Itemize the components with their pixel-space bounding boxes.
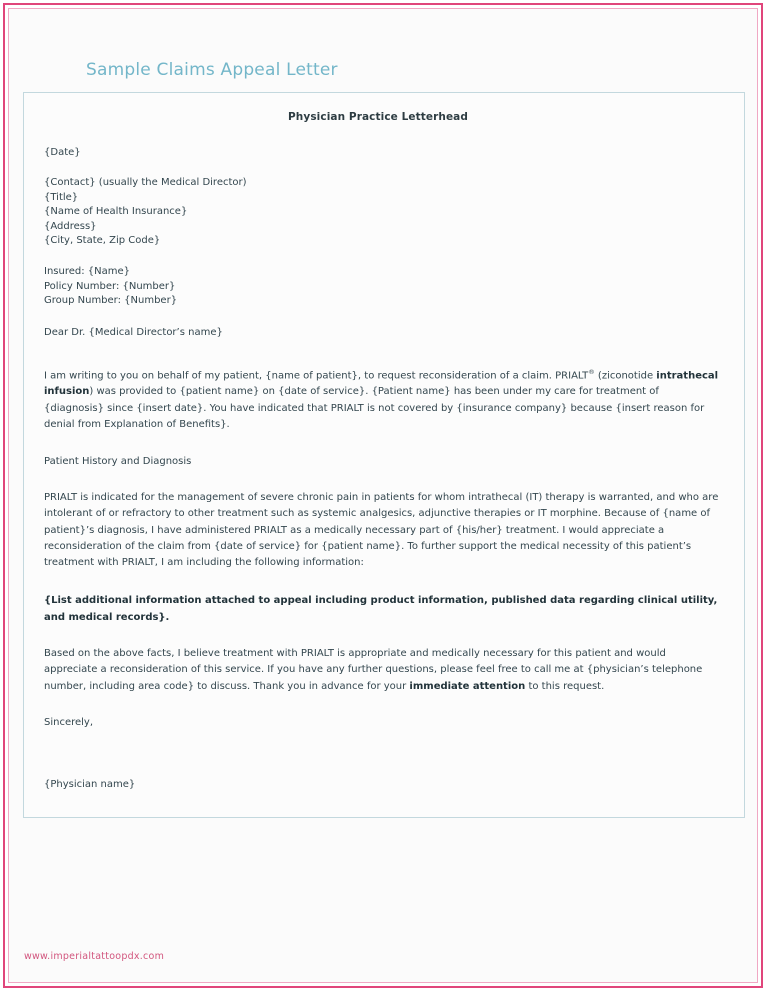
registered-mark: ® <box>588 367 595 376</box>
paragraph-4-bold-term: immediate attention <box>409 680 526 692</box>
policy-number: Policy Number: {Number} <box>44 280 176 292</box>
recipient-city-state-zip: {City, State, Zip Code} <box>44 235 161 247</box>
group-number: Group Number: {Number} <box>44 295 178 307</box>
page-title: Sample Claims Appeal Letter <box>86 60 338 80</box>
body-paragraph-4 <box>44 646 722 695</box>
signature-name: {Physician name} <box>44 778 136 790</box>
closing-salutation: Sincerely, <box>44 716 94 728</box>
paragraph-1-part-3: ) was provided to {patient name} on {date of service}. {Patient name} has been under my care for treatment of {diagnosis} since {insert date}. You have indicated that PRIALT is not covered by {insurance company} because {insert reason for denial from Explanation of Benefits}. <box>44 386 705 431</box>
paragraph-4-part-1: Based on the above facts, I believe treatment with PRIALT is appropriate and medically necessary for this patient and would appreciate a reconsideration of this service. If you have any further questions, please feel free to call me at {physician’s telephone number, including area code} to discuss. Thank you in advance for your <box>44 647 703 692</box>
body-paragraph-3-attachments: {List additional information attached to appeal including product information, published data regarding clinical utility, and medical records}. <box>44 594 718 623</box>
insured-name: Insured: {Name} <box>44 265 131 277</box>
paragraph-1-part-1: I am writing to you on behalf of my patient, {name of patient}, to request reconsideration of a claim. PRIALT <box>44 370 589 382</box>
letter-document <box>23 92 745 818</box>
section-heading-patient-history: Patient History and Diagnosis <box>44 455 192 467</box>
paragraph-4-part-2: to this request. <box>525 680 605 692</box>
date-line: {Date} <box>44 147 81 158</box>
recipient-contact: {Contact} (usually the Medical Director) <box>44 177 247 188</box>
body-paragraph-2: PRIALT is indicated for the management of severe chronic pain in patients for whom intrathecal (IT) therapy is warranted, and who are intolerant of or refractory to other treatment such as systemic analgesics, adjunctive therapies or IT morphine. Because of {name of patient}’s diagnosis, I have administered PRIALT as a medically necessary part of {his/her} treatment. I would appreciate a reconsideration of the claim from {date of service} for {patient name}. To further support the medical necessity of this patient’s treatment with PRIALT, I am including the following information: <box>44 491 719 569</box>
paragraph-1-bold-term: intrathecal infusion <box>44 370 719 398</box>
salutation: Dear Dr. {Medical Director’s name} <box>44 326 223 338</box>
recipient-insurance-name: {Name of Health Insurance} <box>44 206 188 218</box>
footer-watermark-url: www.imperialtattoopdx.com <box>24 951 165 962</box>
recipient-title: {Title} <box>44 191 79 203</box>
body-paragraph-1 <box>44 364 722 434</box>
recipient-address: {Address} <box>44 220 97 232</box>
paragraph-1-part-2: (ziconotide <box>594 370 657 382</box>
letterhead-heading: Physician Practice Letterhead <box>288 111 468 123</box>
